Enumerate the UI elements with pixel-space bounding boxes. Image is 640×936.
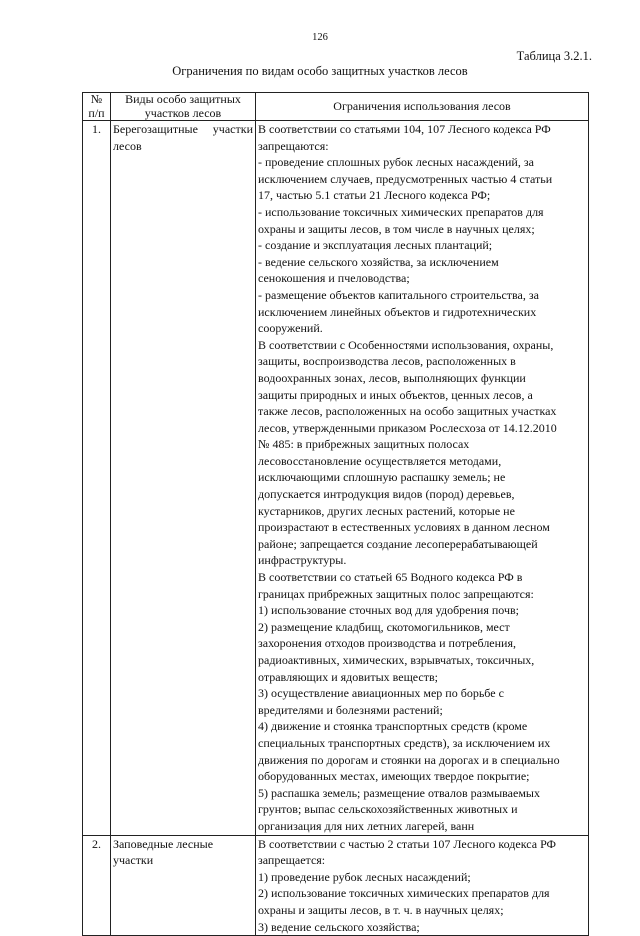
limit-text-line: кустарников, других лесных растений, которые не: [258, 503, 515, 518]
row-kind-line2: лесов: [113, 138, 142, 153]
limit-text-line: отравляющих и ядовитых веществ;: [258, 669, 438, 684]
row-kind-line2: участки: [113, 853, 154, 868]
header-number: [83, 93, 111, 121]
header-number-line1: №: [90, 92, 103, 106]
limit-text-line: исключением случаев, предусмотренных частью 4 статьи: [258, 171, 553, 186]
page-number: 126: [312, 32, 328, 43]
limit-text-line: 2) использование токсичных химических препаратов для: [258, 886, 550, 901]
limit-text-line: движения по дорогам и стоянки на дорогах и в специально: [258, 752, 560, 767]
limit-text-line: В соответствии с Особенностями использования, охраны,: [258, 337, 554, 352]
limit-text-line: 1) проведение рубок лесных насаждений;: [258, 869, 471, 884]
limit-text-line: В соответствии со статьей 65 Водного кодекса РФ в: [258, 570, 523, 585]
limit-text-line: охраны и защиты лесов, в том числе в научных целях;: [258, 221, 535, 236]
limit-text-line: произрастают в естественных условиях в данном лесном: [258, 520, 550, 535]
limit-text-line: 4) движение и стоянка транспортных средств (кроме: [258, 719, 528, 734]
row-limits: [256, 835, 589, 936]
limit-text-line: захоронения отходов производства и потребления,: [258, 636, 516, 651]
row-number: 1.: [83, 121, 111, 836]
table-row: [83, 835, 589, 936]
limit-text-line: 3) осуществление авиационных мер по борьбе с: [258, 686, 504, 701]
limit-text-line: инфраструктуры.: [258, 553, 347, 568]
limit-text-line: оборудованных местах, имеющих твердое покрытие;: [258, 769, 530, 784]
table-title: Ограничения по видам особо защитных участков лесов: [172, 64, 468, 78]
limit-text-line: № 485: в прибрежных защитных полосах: [258, 437, 470, 452]
limit-text-line: сенокошения и пчеловодства;: [258, 271, 410, 286]
limit-text-line: В соответствии с частью 2 статьи 107 Лесного кодекса РФ: [258, 836, 557, 851]
limit-text-line: районе; запрещается создание лесоперерабатывающей: [258, 536, 538, 551]
limit-text-line: - размещение объектов капитального строительства, за: [258, 287, 539, 302]
limit-text-line: лесов, утвержденными приказом Рослесхоза от 14.12.2010: [258, 420, 557, 435]
limit-text-line: 2) размещение кладбищ, скотомогильников, мест: [258, 619, 510, 634]
restrictions-table: [82, 92, 589, 936]
limit-text-line: - проведение сплошных рубок лесных насаждений, за: [258, 155, 534, 170]
table-caption: Таблица 3.2.1.: [516, 49, 592, 63]
limit-text-line: также лесов, расположенных на особо защитных участках: [258, 404, 557, 419]
row-kind-line1: Берегозащитные участки: [113, 122, 253, 136]
limit-text-line: 5) распашка земель; размещение отвалов размываемых: [258, 785, 540, 800]
header-limits: Ограничения использования лесов: [256, 93, 589, 121]
limit-text-line: защиты природных и иных объектов, ценных лесов, а: [258, 387, 533, 402]
limit-text-line: - создание и эксплуатация лесных плантаций;: [258, 238, 493, 253]
row-limits: [256, 121, 589, 836]
table-header-row: [83, 93, 589, 121]
limit-text-line: - ведение сельского хозяйства, за исключением: [258, 254, 499, 269]
limit-text-line: 17, частью 5.1 статьи 21 Лесного кодекса РФ;: [258, 188, 491, 203]
limit-text-line: защиты, воспроизводства лесов, расположенных в: [258, 354, 516, 369]
limit-text-line: запрещается:: [258, 853, 326, 868]
table-row: [83, 121, 589, 836]
row-kind-line1: Заповедные лесные: [113, 836, 214, 851]
limit-text-line: - использование токсичных химических препаратов для: [258, 204, 544, 219]
limit-text-line: 1) использование сточных вод для удобрения почв;: [258, 603, 520, 618]
limit-text-line: радиоактивных, химических, взрывчатых, токсичных,: [258, 653, 535, 667]
limit-text-line: запрещаются:: [258, 138, 329, 153]
row-kind: [111, 835, 256, 936]
header-kind-line1: Виды особо защитных: [125, 92, 241, 106]
limit-text-line: исключающими сплошную распашку земель; не: [258, 470, 506, 485]
limit-text-line: грунтов; выпас сельскохозяйственных животных и: [258, 802, 518, 817]
header-kind: [111, 93, 256, 121]
limit-text-line: исключением линейных объектов и гидротехнических: [258, 304, 537, 319]
header-kind-line2: участков лесов: [144, 105, 222, 120]
limit-text-line: 3) ведение сельского хозяйства;: [258, 919, 420, 934]
limit-text-line: специальных транспортных средств), за исключением их: [258, 735, 551, 750]
limit-text-line: допускается интродукция видов (пород) деревьев,: [258, 487, 515, 502]
limit-text-line: организация для них летних лагерей, ванн: [258, 818, 475, 833]
limit-text-line: В соответствии со статьями 104, 107 Лесного кодекса РФ: [258, 122, 551, 136]
limit-text-line: водоохранных зонах, лесов, выполняющих функции: [258, 370, 526, 385]
row-kind: [111, 121, 256, 836]
limit-text-line: границах прибрежных защитных полос запрещаются:: [258, 586, 534, 601]
limit-text-line: вредителями и болезнями растений;: [258, 702, 443, 717]
limit-text-line: сооружений.: [258, 321, 323, 336]
limit-text-line: лесовосстановление осуществляется методами,: [258, 453, 502, 468]
limit-text-line: охраны и защиты лесов, в т. ч. в научных целях;: [258, 902, 504, 917]
header-number-line2: п/п: [88, 105, 105, 120]
row-number: 2.: [83, 835, 111, 936]
